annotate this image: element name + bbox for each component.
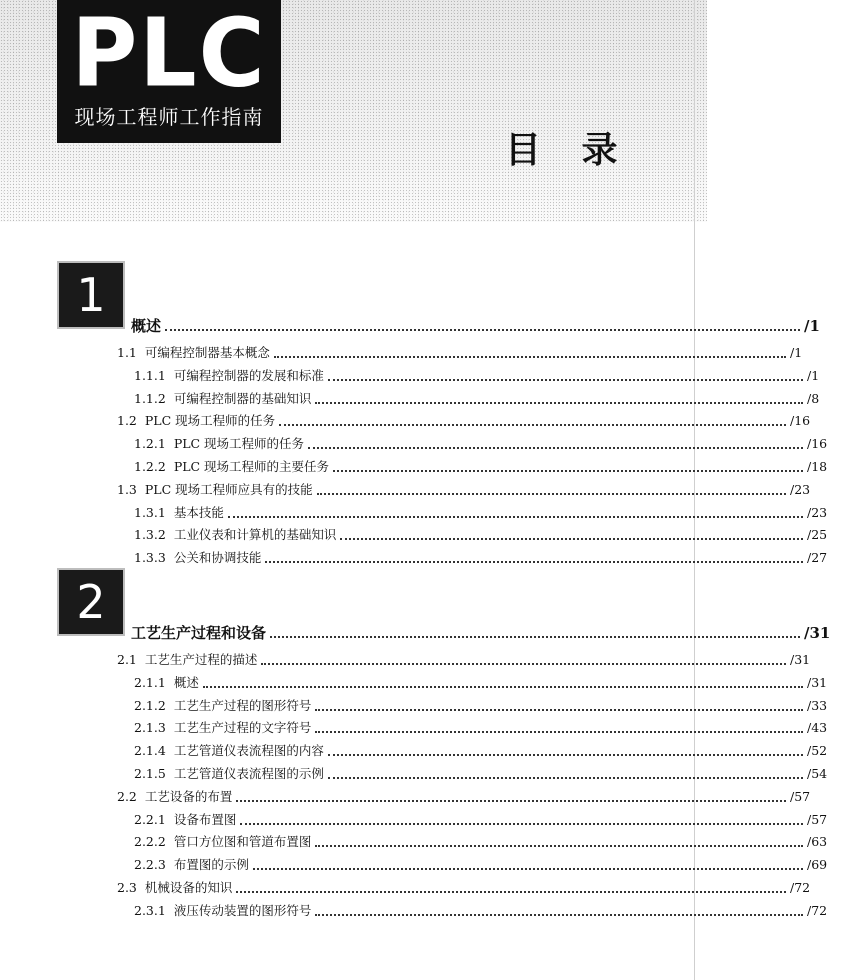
toc-subsection-line[interactable] (0, 544, 841, 566)
toc-entry-title: 公关和协调技能 (173, 550, 262, 566)
toc-entry-number: 2.2.2 (134, 834, 166, 850)
toc-page-number: /16 (790, 413, 811, 429)
toc-subsection-line[interactable] (0, 737, 841, 759)
toc-entry-number: 1.2.1 (134, 436, 166, 452)
toc-subsection-line[interactable] (0, 499, 841, 521)
toc-leader-dots (315, 401, 803, 404)
toc-entry-title: 机械设备的知识 (144, 880, 233, 895)
toc-entry-title: 管口方位图和管道布置图 (173, 834, 312, 850)
toc-entry-title: 工艺生产过程的文字符号 (173, 720, 312, 736)
toc-leader-dots (270, 635, 800, 638)
toc-page-number: /52 (807, 743, 828, 759)
toc-leader-dots (261, 662, 786, 665)
toc-subsection-line[interactable] (0, 851, 841, 873)
chapter-number: 2 (76, 575, 106, 629)
toc-page-number: /23 (790, 481, 811, 497)
toc-entry-number: 1.1 (117, 345, 137, 360)
toc-entry-title: 可编程控制器的发展和标准 (173, 367, 324, 383)
toc-page-number: /69 (807, 857, 828, 873)
toc-section-line[interactable] (0, 874, 824, 896)
toc-entry-number: 2.2.3 (134, 857, 166, 873)
toc-entry-number: 2.1 (117, 652, 137, 667)
chapter-badge-2 (59, 570, 123, 634)
toc-leader-dots (328, 776, 803, 779)
toc-leader-dots (317, 492, 786, 495)
toc-subsection-line[interactable] (0, 806, 841, 828)
toc-subsection-line[interactable] (0, 828, 841, 850)
toc-entry-number: 2.1.4 (134, 743, 166, 759)
toc-entry-title: 液压传动装置的图形符号 (173, 902, 312, 918)
toc-subsection-line[interactable] (0, 362, 841, 384)
toc-entry-title: 工艺生产过程的描述 (144, 652, 258, 667)
logo-subtitle: 现场工程师工作指南 (74, 105, 264, 129)
toc-page-number: /31 (807, 674, 828, 690)
toc-subsection-line[interactable] (0, 385, 841, 407)
toc-entry-number: 1.3 (117, 481, 137, 497)
book-logo (57, 0, 281, 143)
toc-entry-title: PLC 现场工程师的任务 (144, 413, 276, 429)
toc-entry-number: 1.3.2 (134, 527, 166, 543)
toc-entry-number: 2.1.3 (134, 720, 166, 736)
toc-page-number: /57 (807, 811, 828, 827)
toc-entry-title: 基本技能 (173, 504, 224, 520)
toc-page-number: /1 (804, 317, 820, 335)
toc-entry-title: 概述 (173, 674, 199, 690)
toc-page-number: /18 (807, 459, 828, 474)
toc-entry-number: 1.1.1 (134, 367, 166, 383)
toc-entry-title: 布置图的示例 (173, 857, 249, 873)
toc-subsection-line[interactable] (0, 760, 841, 782)
toc-leader-dots (253, 867, 803, 870)
toc-page-number: /23 (807, 504, 828, 520)
toc-subsection-line[interactable] (0, 692, 841, 714)
toc-subsection-line[interactable] (0, 521, 841, 543)
toc-entry-number: 1.3.1 (134, 504, 166, 520)
toc-leader-dots (265, 560, 803, 563)
toc-page-number: /43 (807, 720, 828, 736)
toc-leader-dots (315, 708, 803, 711)
chapter-number: 1 (76, 268, 106, 322)
toc-leader-dots (203, 685, 803, 688)
toc-entry-number: 2.2 (117, 788, 137, 804)
toc-entry-number: 1.2 (117, 413, 137, 429)
toc-leader-dots (274, 355, 786, 358)
toc-page-number: /1 (790, 345, 803, 360)
toc-entry-title: 设备布置图 (173, 811, 237, 827)
toc-leader-dots (328, 378, 803, 381)
toc-page-number: /72 (807, 902, 828, 918)
toc-leader-dots (279, 423, 786, 426)
toc-section-line[interactable] (0, 339, 824, 361)
toc-section-line[interactable] (0, 646, 824, 668)
toc-entry-title: 工艺管道仪表流程图的示例 (173, 766, 324, 781)
toc-entry-title: PLC 现场工程师应具有的技能 (144, 481, 313, 497)
toc-section-line[interactable] (0, 476, 824, 498)
toc-entry-title: PLC 现场工程师的任务 (173, 436, 305, 452)
toc-page-number: /33 (807, 697, 828, 713)
toc-page-number: /16 (807, 436, 828, 452)
toc-entry-number: 2.3.1 (134, 902, 166, 918)
toc-page-number: /54 (807, 766, 828, 781)
toc-entry-title: 工艺生产过程的图形符号 (173, 697, 312, 713)
toc-page-number: /1 (807, 367, 820, 383)
toc-entry-title: 工业仪表和计算机的基础知识 (173, 527, 337, 543)
toc-entry-number: 2.3 (117, 880, 137, 895)
toc-leader-dots (240, 822, 803, 825)
toc-entry-number: 1.3.3 (134, 550, 166, 566)
toc-entry-title: 可编程控制器的基础知识 (173, 390, 312, 406)
toc-entry-title: 工艺管道仪表流程图的内容 (173, 743, 324, 759)
toc-leader-dots (228, 515, 803, 518)
toc-chapter-line[interactable] (0, 312, 838, 334)
toc-page-number: /63 (807, 834, 828, 850)
toc-entry-number: 2.1.2 (134, 697, 166, 713)
toc-section-line[interactable] (0, 407, 824, 429)
toc-leader-dots (236, 799, 786, 802)
toc-subsection-line[interactable] (0, 669, 841, 691)
toc-entry-title: 可编程控制器基本概念 (144, 345, 270, 360)
toc-page-number: /27 (807, 550, 828, 566)
toc-section-line[interactable] (0, 783, 824, 805)
toc-chapter-line[interactable] (0, 619, 838, 641)
toc-leader-dots (340, 537, 803, 540)
toc-page-number: /72 (790, 880, 811, 895)
toc-leader-dots (333, 469, 803, 472)
toc-page-number: /8 (807, 390, 820, 406)
toc-leader-dots (315, 844, 803, 847)
toc-page-number: /31 (804, 624, 831, 642)
toc-subsection-line[interactable] (0, 430, 841, 452)
toc-subsection-line[interactable] (0, 714, 841, 736)
toc-page-number: /31 (790, 652, 811, 667)
toc-leader-dots (165, 328, 800, 331)
toc-entry-number: 2.1.1 (134, 674, 166, 690)
toc-subsection-line[interactable] (0, 897, 841, 919)
toc-entry-number: 2.2.1 (134, 811, 166, 827)
toc-entry-number: 1.2.2 (134, 459, 166, 474)
toc-entry-number: 2.1.5 (134, 766, 166, 781)
toc-page-number: /57 (790, 788, 811, 804)
toc-entry-number: 1.1.2 (134, 390, 166, 406)
toc-chapter-title: 工艺生产过程和设备 (131, 624, 267, 642)
toc-chapter-title: 概述 (131, 317, 162, 335)
toc-leader-dots (315, 730, 803, 733)
logo-main-text: PLC (71, 0, 267, 109)
toc-subsection-line[interactable] (0, 453, 841, 475)
toc-leader-dots (328, 753, 803, 756)
toc-leader-dots (315, 913, 803, 916)
toc-page-number: /25 (807, 527, 828, 543)
toc-entry-title: 工艺设备的布置 (144, 788, 233, 804)
toc-leader-dots (308, 446, 803, 449)
page-title: 目 录 (505, 130, 632, 171)
toc-entry-title: PLC 现场工程师的主要任务 (173, 459, 330, 474)
toc-leader-dots (236, 890, 786, 893)
